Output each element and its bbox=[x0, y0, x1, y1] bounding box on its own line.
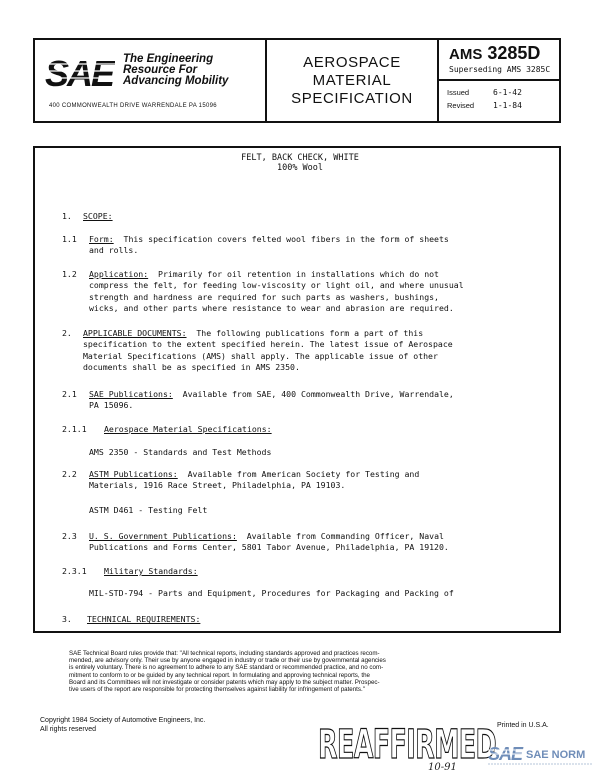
technical-board-notice bbox=[69, 650, 539, 693]
section-number: 2.3.1 bbox=[62, 566, 87, 576]
section-number: 3. bbox=[62, 614, 72, 624]
ams-code: 3285D bbox=[487, 43, 541, 63]
sae-brand bbox=[45, 52, 259, 96]
copyright-block bbox=[40, 716, 205, 734]
reaffirmed-stamp bbox=[318, 716, 498, 764]
header-title-panel bbox=[267, 40, 439, 121]
ams-prefix: AMS bbox=[449, 46, 483, 63]
doc-type-line: AEROSPACE bbox=[303, 54, 401, 71]
notice-line: mended, are advisory only. Their use by anyone engaged in industry or trade or their use by governmental agencies bbox=[69, 657, 386, 665]
para-line: The following publications form a part of this bbox=[196, 328, 424, 338]
doc-type-line: SPECIFICATION bbox=[291, 90, 413, 107]
section-heading: Aerospace Material Specifications: bbox=[104, 424, 272, 434]
reference-item: ASTM D461 - Testing Felt bbox=[89, 505, 208, 515]
copyright-line: Copyright 1984 Society of Automotive Engineers, Inc. bbox=[40, 717, 206, 724]
section-heading: ASTM Publications: bbox=[89, 469, 178, 479]
section-number: 1. bbox=[62, 211, 72, 221]
para-line: strength and hardness are required for such parts as washers, bushings, bbox=[89, 291, 439, 302]
section-number: 2. bbox=[62, 328, 72, 338]
sae-norm-logo bbox=[488, 742, 592, 768]
para-line: documents shall be as specified in AMS 2350. bbox=[83, 362, 300, 373]
revised-label: Revised bbox=[447, 101, 475, 110]
section-heading: APPLICABLE DOCUMENTS: bbox=[83, 328, 187, 338]
para-line: Publications and Forms Center, 5801 Tabor Avenue, Philadelphia, PA 19120. bbox=[89, 542, 449, 553]
tagline-line: Advancing Mobility bbox=[123, 75, 229, 87]
paragraph-applicable-documents bbox=[83, 328, 453, 374]
ams-number-box bbox=[439, 40, 559, 81]
svg-text:SAE: SAE bbox=[45, 53, 114, 92]
para-line: specification to the extent specified herein. The latest issue of Aerospace bbox=[83, 339, 453, 350]
section-heading: TECHNICAL REQUIREMENTS: bbox=[87, 614, 201, 624]
tagline-line: Resource For bbox=[123, 64, 198, 76]
para-line: This specification covers felted wool fibers in the form of sheets bbox=[123, 234, 449, 244]
section-heading: SCOPE: bbox=[83, 211, 113, 221]
doc-type-line: MATERIAL bbox=[312, 72, 392, 89]
section-number: 2.1.1 bbox=[62, 424, 87, 434]
notice-line: mitment to conform to or be guided by any technical report. In formulating and approving technical reports, the bbox=[69, 671, 370, 679]
paragraph-astm-publications bbox=[89, 469, 419, 492]
sae-norm-text: SAE NORM bbox=[526, 749, 586, 761]
notice-line: Board and its Committees will not investigate or consider patents which may apply to the subject matter. Prospec- bbox=[69, 678, 380, 686]
section-heading: Form: bbox=[89, 234, 114, 244]
para-line: wicks, and other parts where resistance to wear and abrasion are required. bbox=[89, 303, 454, 314]
paragraph-application bbox=[89, 269, 464, 315]
document-title bbox=[0, 153, 600, 173]
section-number: 2.1 bbox=[62, 389, 77, 399]
sae-tagline bbox=[123, 54, 228, 87]
printed-note: Printed in U.S.A. bbox=[497, 722, 549, 729]
sae-logo-icon bbox=[45, 52, 115, 92]
notice-line: tive users of the report are responsible for protecting themselves against liability for infringement of patents." bbox=[69, 686, 365, 694]
ams-number bbox=[449, 43, 540, 64]
reference-item: AMS 2350 - Standards and Test Methods bbox=[89, 447, 272, 457]
para-line: and rolls. bbox=[89, 245, 139, 256]
para-line: Available from Commanding Officer, Naval bbox=[246, 531, 444, 541]
title-line: FELT, BACK CHECK, WHITE bbox=[241, 153, 359, 163]
para-line: Primarily for oil retention in installations which do not bbox=[158, 269, 439, 279]
spec-header bbox=[33, 38, 561, 123]
section-number: 2.2 bbox=[62, 469, 77, 479]
revised-value: 1-1-84 bbox=[493, 101, 522, 110]
reference-item: MIL-STD-794 - Parts and Equipment, Procedures for Packaging and Packing of bbox=[89, 588, 454, 598]
superseding-note: Superseding AMS 3285C bbox=[449, 65, 551, 74]
tagline-line: The Engineering bbox=[123, 53, 214, 65]
section-heading: Application: bbox=[89, 269, 149, 279]
stamp-text: REAFFIRMED bbox=[318, 722, 496, 764]
para-line: compress the felt, for feeding low-viscosity or light oil, and where unusual bbox=[89, 280, 464, 291]
notice-line: is entirely voluntary. There is no agreement to adhere to any SAE standard or recommended practice, and no com- bbox=[69, 664, 384, 672]
subtitle-line: 100% Wool bbox=[276, 163, 324, 173]
paragraph-government-publications bbox=[89, 531, 449, 554]
paragraph-sae-publications bbox=[89, 389, 454, 412]
issued-label: Issued bbox=[447, 88, 470, 97]
para-line: Materials, 1916 Race Street, Philadelphia, PA 19103. bbox=[89, 480, 346, 491]
para-line: Available from American Society for Testing and bbox=[187, 469, 420, 479]
section-heading: Military Standards: bbox=[104, 566, 198, 576]
paragraph-form bbox=[89, 234, 449, 257]
notice-line: SAE Technical Board rules provide that: "All technical reports, including standards approved and practices recom- bbox=[69, 650, 380, 657]
header-logo-panel bbox=[35, 40, 267, 121]
rights-line: All rights reserved bbox=[40, 726, 97, 733]
section-number: 1.1 bbox=[62, 234, 77, 244]
section-heading: SAE Publications: bbox=[89, 389, 173, 399]
para-line: Material Specifications (AMS) shall apply. The applicable issue of other bbox=[83, 350, 438, 361]
section-number: 1.2 bbox=[62, 269, 77, 279]
handwritten-date: 10-91 bbox=[428, 762, 457, 773]
header-number-panel bbox=[439, 40, 559, 121]
section-heading: U. S. Government Publications: bbox=[89, 531, 237, 541]
svg-text:SAE: SAE bbox=[488, 744, 523, 764]
issued-value: 6-1-42 bbox=[493, 88, 522, 97]
sae-address: 400 COMMONWEALTH DRIVE WARRENDALE PA 15096 bbox=[49, 103, 217, 109]
para-line: Available from SAE, 400 Commonwealth Drive, Warrendale, bbox=[182, 389, 454, 399]
para-line: PA 15096. bbox=[89, 400, 134, 411]
section-number: 2.3 bbox=[62, 531, 77, 541]
document-type bbox=[267, 54, 437, 108]
